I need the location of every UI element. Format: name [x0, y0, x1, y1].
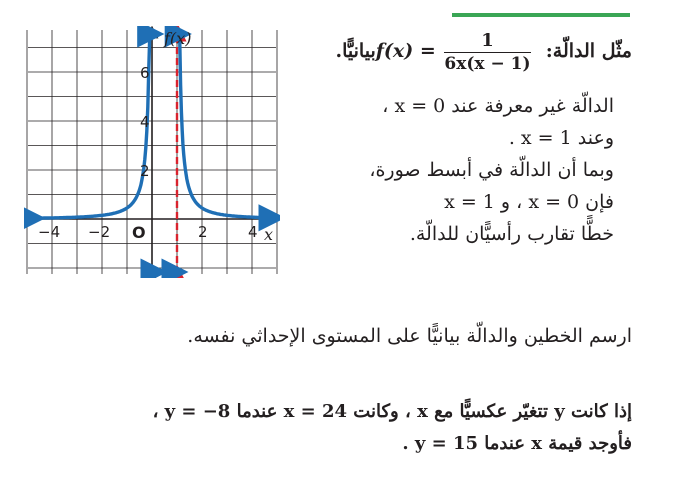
question-block	[153, 396, 632, 460]
question-line-2: فأوجد قيمة x عندما y = 15 .	[402, 433, 632, 454]
intro-tail: بيانيًّا.	[335, 40, 376, 62]
x-tick-label: 4	[248, 223, 258, 241]
x-tick-label: −2	[88, 223, 111, 241]
y-tick-label: 6	[140, 64, 150, 82]
instruction-text: ارسم الخطين والدالّة بيانيًّا على المستوى الإحداثي نفسه.	[187, 325, 632, 347]
y-tick-label: 4	[140, 113, 150, 131]
explanation-lines	[369, 90, 614, 250]
x-tick-label: −4	[38, 223, 61, 241]
question-line-1: إذا كانت y تتغيّر عكسيًّا مع x ، وكانت x = 24 عندما y = −8 ،	[152, 401, 632, 422]
x-tick-label: 2	[198, 223, 208, 241]
intro-line	[336, 30, 633, 74]
intro-lead: مثّل الدالّة:	[545, 40, 632, 62]
explanation-line: فإن x = 0 ، و x = 1	[444, 191, 614, 213]
explanation-line: وعند x = 1 .	[508, 127, 614, 149]
explanation-line: الدالّة غير معرفة عند x = 0 ،	[382, 95, 614, 117]
function-fraction	[444, 30, 530, 74]
explanation-line: خطًّا تقارب رأسيًّان للدالّة.	[409, 223, 614, 245]
section-accent-bar	[452, 13, 630, 17]
function-graph	[24, 26, 280, 278]
func-label: f(x)	[164, 29, 192, 48]
fraction-denominator: 6x(x − 1)	[444, 54, 531, 74]
curve-right-branch	[178, 34, 272, 218]
intro-eq: =	[419, 40, 436, 62]
fraction-numerator: 1	[444, 30, 530, 53]
origin-label: O	[132, 223, 146, 242]
y-tick-label: 2	[140, 162, 150, 180]
intro-func: f(x)	[375, 40, 414, 62]
curve-left-branch	[32, 34, 151, 218]
explanation-line: وبما أن الدالّة في أبسط صورة،	[369, 159, 614, 181]
x-axis-label: x	[264, 225, 274, 244]
